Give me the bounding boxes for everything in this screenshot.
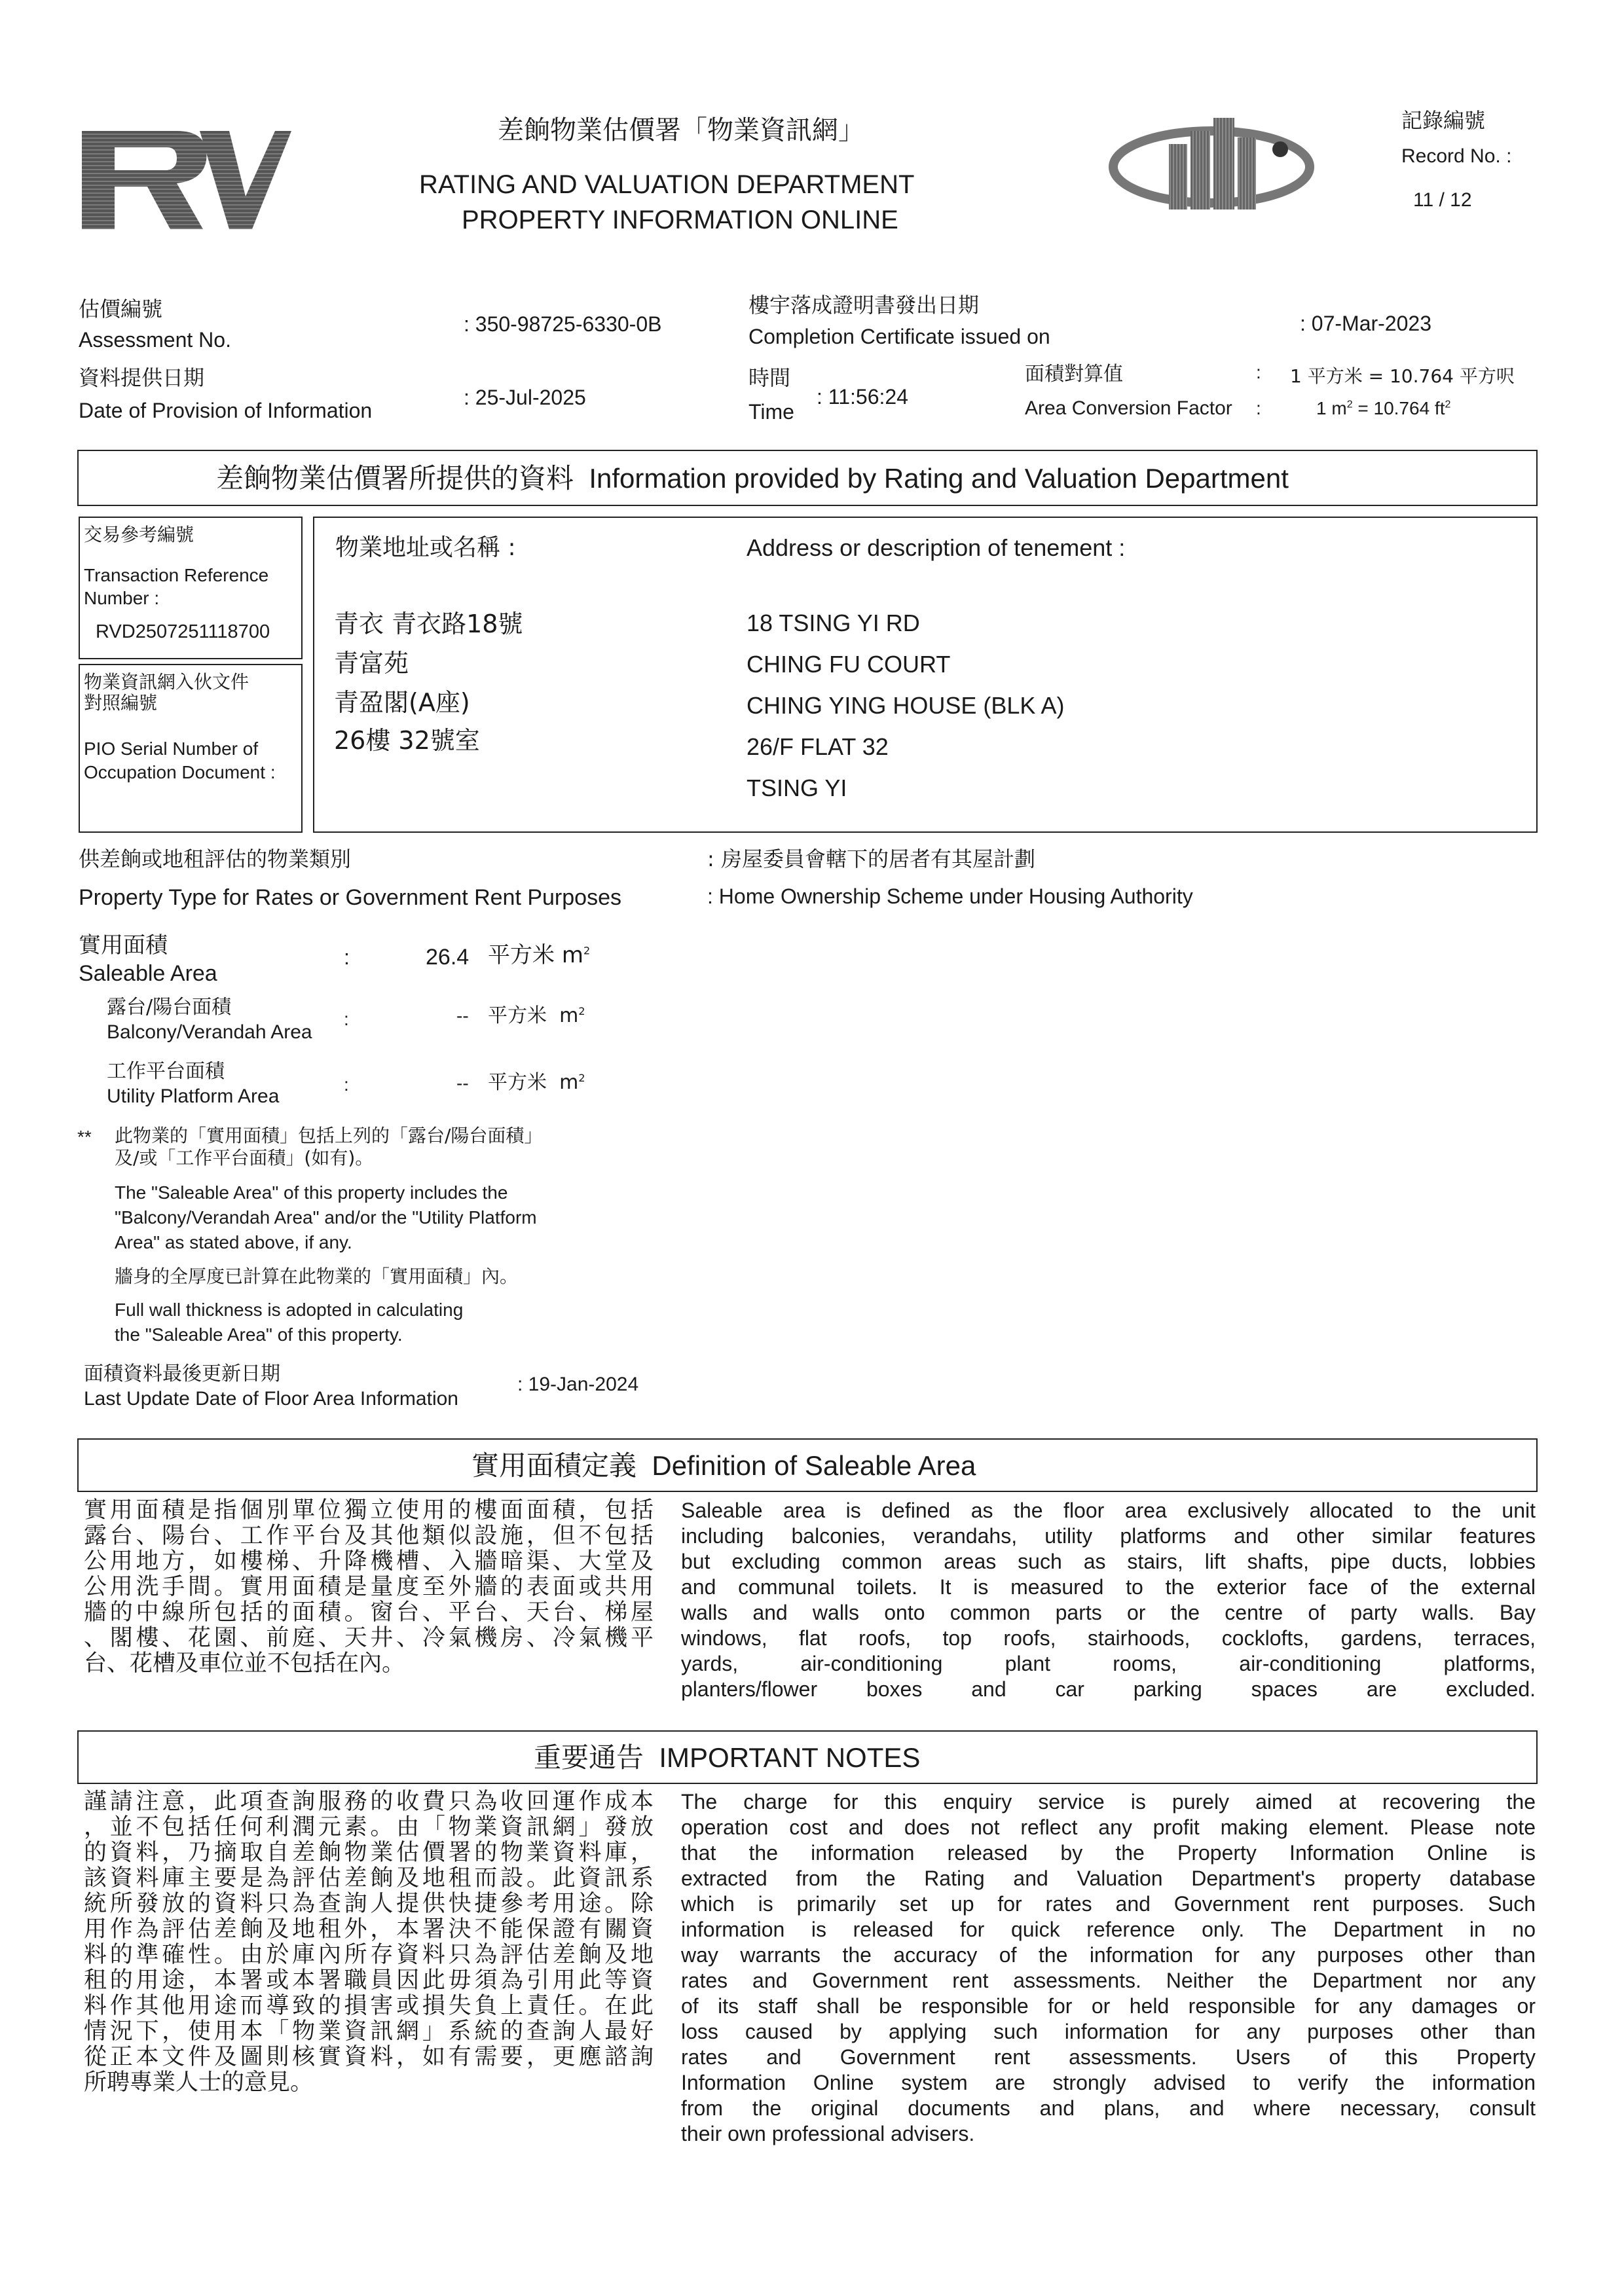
address-label-zh: 物業地址或名稱 : — [335, 534, 516, 561]
note-stars: ** — [77, 1127, 92, 1147]
pio-serial-zh-1: 物業資訊網入伙文件 — [84, 671, 249, 693]
address-zh-line: 26樓 32號室 — [334, 726, 480, 755]
important-zh-line: ，並不包括任何利潤元素。由「物業資訊網」發放 — [84, 1814, 654, 1840]
conversion-colon-1: : — [1256, 362, 1261, 382]
address-en-line: TSING YI — [747, 774, 847, 801]
important-zh-line: 該資料庫主要是為評估差餉及地租而設。此資訊系 — [84, 1865, 654, 1891]
unit-zh: 平方米 — [488, 942, 555, 968]
definition-en-line: and communal toilets. It is measured to the exterior face of the external — [681, 1575, 1536, 1599]
conversion-ft: = 10.764 ft — [1352, 398, 1445, 418]
important-heading-en: IMPORTANT NOTES — [659, 1742, 921, 1773]
sup-2: 2 — [1445, 399, 1451, 410]
definition-en — [681, 1498, 1536, 1702]
conversion-line2 — [1316, 396, 1450, 421]
definition-heading-zh: 實用面積定義 — [471, 1449, 637, 1482]
note1-en-2: "Balcony/Verandah Area" and/or the "Utility Platform — [115, 1207, 537, 1228]
utility-unit — [488, 1072, 585, 1094]
title-en-line1: RATING AND VALUATION DEPARTMENT — [419, 170, 915, 199]
conversion-label-en: Area Conversion Factor — [1025, 397, 1232, 419]
utility-colon: : — [344, 1074, 349, 1095]
completion-label-en: Completion Certificate issued on — [748, 325, 1050, 348]
important-en-line: their own professional advisers. — [681, 2122, 975, 2145]
important-heading — [534, 1742, 920, 1774]
record-no-value: 11 / 12 — [1413, 189, 1472, 211]
note1-en-1: The "Saleable Area" of this property includes the — [115, 1182, 508, 1203]
definition-heading — [471, 1450, 976, 1482]
balcony-colon: : — [344, 1009, 349, 1029]
info-banner-zh: 差餉物業估價署所提供的資料 — [216, 462, 574, 494]
last-update-label-en: Last Update Date of Floor Area Information — [84, 1388, 458, 1410]
important-en-line: operation cost and does not reflect any profit making element. Please note — [681, 1815, 1536, 1839]
definition-zh — [84, 1498, 654, 1677]
transaction-ref-en-2: Number : — [84, 588, 160, 608]
important-heading-zh: 重要通告 — [534, 1741, 644, 1774]
balcony-label-en: Balcony/Verandah Area — [107, 1021, 312, 1043]
sup-2: 2 — [578, 1005, 585, 1017]
address-label-en: Address or description of tenement : — [747, 534, 1126, 561]
assessment-label-zh: 估價編號 — [79, 297, 163, 321]
conversion-colon-2: : — [1256, 398, 1261, 418]
important-zh-line: 料的準確性。由於庫內所存資料只為評估差餉及地 — [84, 1942, 654, 1968]
address-en-line: CHING YING HOUSE (BLK A) — [747, 692, 1065, 719]
important-en-line: rates and Government rent assessments. Neither the Department nor any — [681, 1969, 1536, 1992]
assessment-value: : 350-98725-6330-0B — [464, 312, 662, 336]
time-value: : 11:56:24 — [817, 385, 908, 409]
utility-label-en: Utility Platform Area — [107, 1085, 280, 1107]
provision-value: : 25-Jul-2025 — [464, 386, 586, 409]
utility-value: -- — [456, 1073, 469, 1093]
saleable-label-zh: 實用面積 — [79, 932, 168, 958]
definition-en-line: but excluding common areas such as stairs, lift shafts, pipe ducts, lobbies — [681, 1550, 1536, 1573]
definition-en-line: Saleable area is defined as the floor area exclusively allocated to the unit — [681, 1499, 1536, 1522]
definition-zh-line: 、閣樓、花園、前庭、天井、冷氣機房、冷氣機平 — [84, 1625, 654, 1651]
important-en-line: extracted from the Rating and Valuation Department's property database — [681, 1867, 1536, 1890]
conversion-line1: 1 平方米 = 10.764 平方呎 — [1290, 365, 1515, 387]
important-zh-line: 從正本文件及圖則核實資料，如有需要，更應諮詢 — [84, 2044, 654, 2070]
unit-m: m — [559, 1071, 579, 1094]
pio-serial-zh-2: 對照編號 — [84, 692, 158, 714]
property-type-value-zh: : 房屋委員會轄下的居者有其屋計劃 — [707, 847, 1035, 871]
important-en-line: The charge for this enquiry service is purely aimed at recovering the — [681, 1790, 1536, 1813]
sup-2: 2 — [1346, 399, 1353, 410]
important-zh-line: 租的用途，本署或本署職員因此毋須為引用此等資 — [84, 1967, 654, 1994]
important-en-line: that the information released by the Property Information Online is — [681, 1841, 1536, 1865]
unit-m: m — [561, 942, 583, 968]
transaction-ref-en-1: Transaction Reference — [84, 565, 269, 585]
conversion-m: 1 m — [1316, 398, 1347, 418]
unit-zh: 平方米 — [488, 1004, 547, 1027]
note2-en-1: Full wall thickness is adopted in calculating — [115, 1300, 464, 1320]
important-zh-line: 料作其他用途而導致的損害或損失負上責任。在此 — [84, 1993, 654, 2019]
unit-m: m — [559, 1004, 579, 1027]
important-zh-line: 情況下，使用本「物業資訊網」系統的查詢人最好 — [84, 2018, 654, 2045]
address-zh-line: 青盈閣(A座) — [334, 688, 470, 717]
definition-zh-line: 牆的中線所包括的面積。窗台、平台、天台、梯屋 — [84, 1599, 654, 1626]
provision-label-zh: 資料提供日期 — [79, 365, 205, 390]
definition-zh-line: 台、花槽及車位並不包括在內。 — [84, 1650, 405, 1677]
important-en-line: which is primarily set up for rates and Government rent purposes. Such — [681, 1892, 1536, 1916]
note2-en-2: the "Saleable Area" of this property. — [115, 1324, 403, 1345]
important-en-line: rates and Government rent assessments. Users of this Property — [681, 2045, 1536, 2069]
sup-2: 2 — [583, 944, 591, 957]
time-label-en: Time — [748, 400, 794, 424]
completion-value: : 07-Mar-2023 — [1300, 312, 1431, 335]
transaction-ref-value: RVD2507251118700 — [96, 621, 270, 642]
title-en-line2: PROPERTY INFORMATION ONLINE — [462, 206, 898, 234]
important-zh-line: 用作為評估差餉及地租外，本署決不能保證有關資 — [84, 1916, 654, 1942]
property-type-value-en: : Home Ownership Scheme under Housing Authority — [707, 884, 1193, 908]
note1-zh-2: 及/或「工作平台面積」(如有)。 — [115, 1147, 374, 1169]
pio-serial-en-2: Occupation Document : — [84, 762, 276, 782]
assessment-label-en: Assessment No. — [79, 328, 231, 352]
important-en — [681, 1789, 1536, 2147]
definition-en-line: windows, flat roofs, top roofs, stairhoods, cocklofts, gardens, terraces, — [681, 1626, 1536, 1650]
definition-zh-line: 公用地方，如樓梯、升降機槽、入牆暗渠、大堂及 — [84, 1548, 654, 1575]
saleable-unit — [488, 943, 590, 968]
important-zh-line: 所聘專業人士的意見。 — [84, 2069, 314, 2096]
title-zh: 差餉物業估價署「物業資訊網」 — [498, 115, 864, 145]
buildings-emblem — [1107, 105, 1329, 216]
important-en-line: Information Online system are strongly advised to verify the information — [681, 2071, 1536, 2094]
address-zh-line: 青富苑 — [334, 649, 409, 678]
property-type-label-zh: 供差餉或地租評估的物業類別 — [79, 847, 352, 871]
pio-serial-en-1: PIO Serial Number of — [84, 738, 259, 759]
last-update-value: : 19-Jan-2024 — [517, 1374, 639, 1395]
unit-zh: 平方米 — [488, 1071, 547, 1094]
address-en-line: 26/F FLAT 32 — [747, 733, 889, 760]
address-en-line: 18 TSING YI RD — [747, 610, 920, 636]
definition-en-line: planters/flower boxes and car parking spaces are excluded. — [681, 1677, 1536, 1701]
sup-2: 2 — [578, 1072, 585, 1084]
note2-zh: 牆身的全厚度已計算在此物業的「實用面積」內。 — [115, 1266, 519, 1287]
definition-heading-en: Definition of Saleable Area — [652, 1450, 976, 1481]
balcony-label-zh: 露台/陽台面積 — [107, 996, 232, 1019]
rv-logo — [79, 124, 295, 236]
important-en-line: way warrants the accuracy of the information for any purposes other than — [681, 1943, 1536, 1967]
provision-label-en: Date of Provision of Information — [79, 399, 373, 422]
balcony-unit — [488, 1005, 585, 1027]
record-no-zh: 記錄編號 — [1401, 108, 1486, 133]
info-banner-en: Information provided by Rating and Valuation Department — [589, 463, 1289, 494]
time-label-zh: 時間 — [748, 365, 791, 390]
utility-label-zh: 工作平台面積 — [107, 1060, 225, 1083]
definition-en-line: yards, air-conditioning plant rooms, air-conditioning platforms, — [681, 1652, 1536, 1675]
info-banner-text — [216, 463, 1289, 494]
record-no-en: Record No. : — [1401, 145, 1512, 167]
balcony-value: -- — [456, 1006, 469, 1026]
definition-zh-line: 公用洗手間。實用面積是量度至外牆的表面或共用 — [84, 1574, 654, 1600]
note1-zh-1: 此物業的「實用面積」包括上列的「露台/陽台面積」 — [115, 1125, 543, 1146]
saleable-label-en: Saleable Area — [79, 961, 217, 986]
definition-zh-line: 露台、陽台、工作平台及其他類似設施，但不包括 — [84, 1523, 654, 1549]
important-en-line: loss caused by applying such information for any purposes other than — [681, 2020, 1536, 2043]
important-zh — [84, 1789, 654, 2096]
completion-label-zh: 樓宇落成證明書發出日期 — [748, 293, 980, 318]
definition-zh-line: 實用面積是指個別單位獨立使用的樓面面積，包括 — [84, 1497, 654, 1523]
important-en-line: of its staff shall be responsible for or held responsible for any damages or — [681, 1994, 1536, 2018]
definition-en-line: walls and walls onto common parts or the centre of party walls. Bay — [681, 1601, 1536, 1624]
important-zh-line: 統所發放的資料只為查詢人提供快捷參考用途。除 — [84, 1891, 654, 1917]
address-zh-line: 青衣 青衣路18號 — [334, 610, 523, 638]
note1-en-3: Area" as stated above, if any. — [115, 1232, 352, 1252]
saleable-colon: : — [344, 945, 350, 969]
important-en-line: from the original documents and plans, and where necessary, consult — [681, 2096, 1536, 2120]
conversion-label-zh: 面積對算值 — [1025, 363, 1123, 386]
important-zh-line: 謹請注意，此項查詢服務的收費只為收回運作成本 — [84, 1789, 654, 1815]
definition-en-line: including balconies, verandahs, utility platforms and other similar features — [681, 1524, 1536, 1548]
important-zh-line: 的資料，乃摘取自差餉物業估價署的物業資料庫， — [84, 1840, 654, 1866]
saleable-value: 26.4 — [426, 945, 470, 970]
important-en-line: information is released for quick reference only. The Department in no — [681, 1918, 1536, 1941]
transaction-ref-zh: 交易參考編號 — [84, 524, 194, 545]
property-type-label-en: Property Type for Rates or Government Rent Purposes — [79, 885, 621, 910]
address-en-line: CHING FU COURT — [747, 651, 951, 678]
last-update-label-zh: 面積資料最後更新日期 — [84, 1362, 280, 1385]
